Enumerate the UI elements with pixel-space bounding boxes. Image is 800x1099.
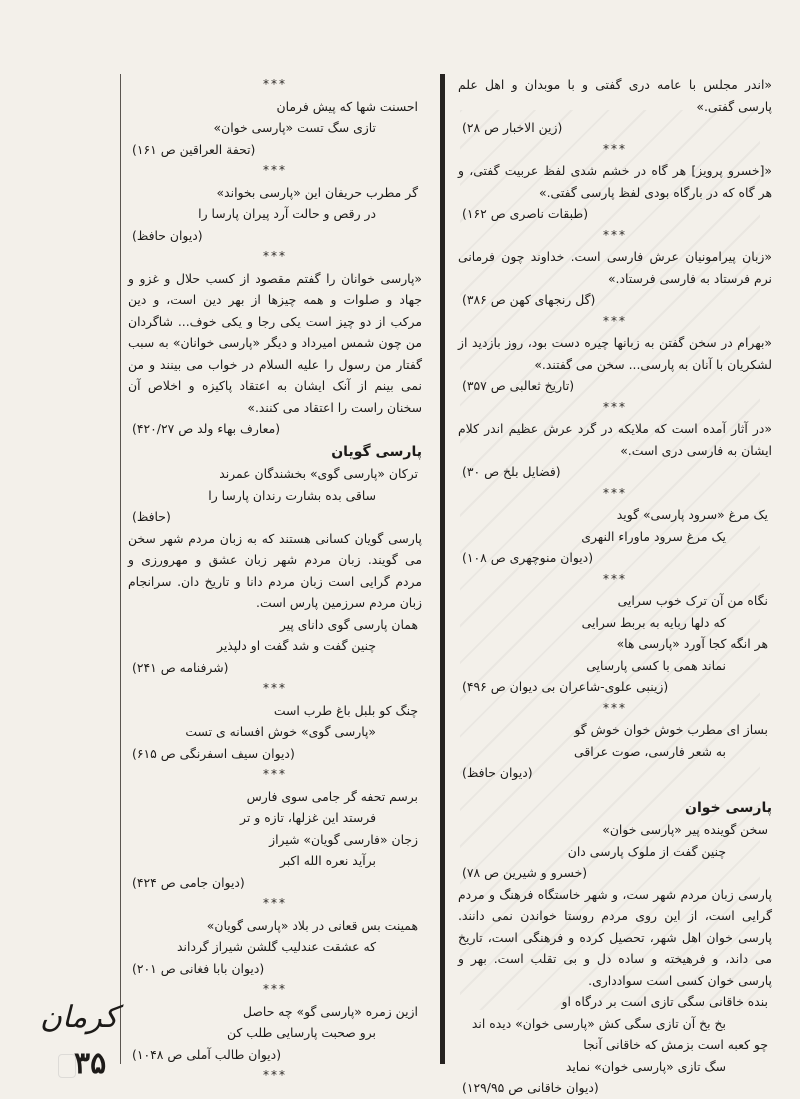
verse-second-hemistich: «پارسی گوی» خوش افسانه ی تست — [185, 724, 376, 739]
prose-paragraph: «پارسی خوانان را گفتم مقصود از کسب حلال و غزو و جهاد و صلوات و همه چیزها از بهر دین است، و دین مرکب از دو چیز است یکی رجا و یکی خوف... شاگردان من چون شمس امیرداد و دیگر «پارسی خوانان» به سبب گفتار من رسول را علیه السلام در خواب می بینند و من نمی بینم از آنک ایشان به اعتقاد پاکیزه و اخلاص آن سخنان راست را اعتقاد می کنند.» — [128, 270, 422, 415]
section-separator-stars: *** — [603, 227, 627, 242]
citation-source: (تاریخ ثعالبی ص ۳۵۷) — [462, 378, 575, 393]
citation-source: (خسرو و شیرین ص ۷۸) — [462, 865, 588, 880]
prose-paragraph: «بهرام در سخن گفتن به زبانها چیره دست بود، روز بازدید از لشکریان با آنان به پارسی... سخن می گفتند.» — [458, 335, 772, 372]
verse-first-hemistich: یک مرغ «سرود پارسی» گوید — [616, 507, 768, 522]
verse-second-hemistich: یک مرغ سرود ماوراء النهری — [581, 528, 726, 544]
verse-first-hemistich: بنده خاقانی سگی تازی است بر درگاه او — [561, 994, 768, 1009]
right-column — [458, 74, 772, 1099]
verse-second-hemistich: به شعر فارسی، صوت عراقی — [574, 743, 726, 759]
section-heading: پارسی خوان — [685, 799, 772, 816]
verse-first-hemistich: نگاه من آن ترک خوب سرایی — [617, 593, 768, 608]
section-separator-stars: *** — [603, 141, 627, 156]
verse-second-hemistich: چنین گفت و شد گفت او دلپذیر — [217, 638, 376, 653]
verse-second-hemistich: بخ بخ آن تازی سگی کش «پارسی خوان» دیده اند — [471, 1015, 726, 1031]
section-separator-stars: *** — [263, 249, 287, 263]
left-column — [128, 74, 422, 1087]
prose-paragraph: پارسی زبان مردم شهر ست، و شهر خاستگاه فرهنگ و مردم گرایی است، از این روی مردم روستا خواندن نمی دانند. پارسی خوان اهل شهر، تحصیل کرده و فرهنگی است، تاریخ می داند، و فرهیخته و ساده دل و بی تقلب است. بهر و پارسی خوان کسی است سوادداری. — [458, 886, 772, 988]
citation-source: (فضایل بلخ ص ۳۰) — [462, 464, 561, 479]
citation-source: (دیوان حافظ) — [132, 227, 203, 243]
section-separator-stars: *** — [263, 77, 287, 91]
citation-source: (دیوان حافظ) — [462, 765, 533, 780]
section-separator-stars: *** — [603, 571, 627, 586]
verse-first-hemistich: همان پارسی گوی دانای پیر — [279, 616, 418, 632]
section-separator-stars: *** — [603, 700, 627, 715]
verse-second-hemistich: تازی سگ تست «پارسی خوان» — [213, 120, 376, 135]
citation-source: (دیوان بابا فغانی ص ۲۰۱) — [132, 960, 265, 976]
citation-source: (معارف بهاء ولد ص ۴۲۰/۲۷) — [132, 421, 281, 436]
verse-second-hemistich: نماند همی با کسی پارسایی — [586, 657, 726, 673]
citation-source: (طبقات ناصری ص ۱۶۲) — [462, 206, 589, 221]
section-separator-stars: *** — [263, 163, 287, 177]
verse-first-hemistich: برسم تحفه گر جامی سوی فارس — [246, 788, 418, 804]
verse-first-hemistich: چنگ کو بلبل باغ طرب است — [273, 702, 418, 718]
section-separator-stars: *** — [603, 485, 627, 500]
section-separator-stars: *** — [263, 982, 287, 996]
verse-second-hemistich: سگ تازی «پارسی خوان» نماید — [565, 1058, 726, 1074]
prose-paragraph: «زبان پیرامونیان عرش فارسی است. خداوند چون فرمانی نرم فرستاد به فارسی فرستاد.» — [458, 249, 772, 286]
verse-first-hemistich: سخن گوینده پیر «پارسی خوان» — [602, 822, 768, 837]
citation-source: (دیوان منوچهری ص ۱۰۸) — [462, 550, 594, 565]
prose-paragraph: «اندر مجلس با عامه دری گفتی و با موبدان و اهل علم پارسی گفتی.» — [458, 77, 772, 114]
citation-source: (دیوان سیف اسفرنگی ص ۶۱۵) — [132, 745, 295, 761]
citation-source: (دیوان طالب آملی ص ۱۰۴۸) — [132, 1046, 282, 1062]
page-number: ۳۵ — [74, 1046, 107, 1081]
verse-second-hemistich: ساقی بده بشارت رندان پارسا را — [208, 487, 376, 503]
section-separator-stars: *** — [603, 399, 627, 414]
verse-second-hemistich: برآید نعره الله اکبر — [279, 853, 376, 868]
prose-paragraph: پارسی گویان کسانی هستند که به زبان مردم شهر سخن می گویند. زبان مردم شهر زبان عشق و مهرورزی و مردم گرایی است زبان مردم دانا و تاریخ دان. سرانجام زبان مردم سرزمین پارس است. — [128, 530, 422, 610]
prose-paragraph: «[خسرو پرویز] هر گاه در خشم شدی لفظ عربیت گفتی، و هر گاه که در بارگاه بودی لفظ پارسی گفتی.» — [458, 163, 772, 200]
verse-first-hemistich: بساز ای مطرب خوش خوان خوش گو — [574, 722, 768, 737]
verse-second-hemistich: که دلها ربایه به بربط سرایی — [581, 614, 726, 630]
citation-source: (حافظ) — [132, 509, 171, 524]
spacer — [458, 784, 772, 796]
verse-second-hemistich: فرستد این غزلها، تازه و تر — [240, 810, 376, 825]
verse-first-hemistich: همینت بس قعانی در بلاد «پارسی گویان» — [206, 917, 418, 933]
verse-first-hemistich: هر انگه کجا آورد «پارسی ها» — [616, 636, 768, 651]
verse-second-hemistich: که عشقت عندلیب گلشن شیراز گرداند — [177, 939, 376, 954]
citation-source: (زینبی علوی-شاعران بی دیوان ص ۴۹۶) — [462, 679, 669, 694]
citation-source: (دیوان خاقانی ص ۱۲۹/۹۵) — [462, 1080, 599, 1095]
section-heading: پارسی گویان — [331, 443, 422, 460]
citation-source: (دیوان جامی ص ۴۲۴) — [132, 874, 245, 890]
verse-second-hemistich: چنین گفت از ملوک پارسی دان — [567, 843, 726, 859]
verse-second-hemistich: در رقص و حالت آرد پیران پارسا را — [198, 206, 376, 221]
citation-source: (تحفة العراقین ص ۱۶۱) — [132, 141, 256, 157]
verse-first-hemistich: ازین زمره «پارسی گو» چه حاصل — [243, 1003, 418, 1019]
citation-source: (زین الاخبار ص ۲۸) — [462, 120, 563, 135]
prose-paragraph: «در آثار آمده است که ملایکه در گرد عرش عظیم اندر کلام ایشان به فارسی دری است.» — [458, 421, 772, 458]
verse-first-hemistich: ترکان «پارسی گوی» بخشندگان عمرند — [219, 466, 418, 481]
magazine-logo: کرمان — [40, 1000, 119, 1035]
section-separator-stars: *** — [263, 767, 287, 781]
verse-first-hemistich: احسنت شها که پیش فرمان — [276, 98, 418, 114]
citation-source: (گل رنجهای کهن ص ۳۸۶) — [462, 292, 596, 307]
verse-first-hemistich: چو کعبه است بزمش که خاقانی آنجا — [583, 1037, 768, 1052]
left-margin-rule — [120, 74, 121, 1064]
section-separator-stars: *** — [263, 1068, 287, 1082]
citation-source: (شرفنامه ص ۲۴۱) — [132, 659, 229, 675]
section-separator-stars: *** — [603, 313, 627, 328]
section-separator-stars: *** — [263, 896, 287, 910]
section-separator-stars: *** — [263, 681, 287, 695]
verse-second-hemistich: برو صحبت پارسایی طلب کن — [226, 1025, 376, 1040]
verse-first-hemistich: گر مطرب حریفان این «پارسی بخواند» — [216, 184, 418, 200]
verse-first-hemistich: زجان «فارسی گویان» شیراز — [269, 831, 418, 847]
column-divider — [440, 74, 445, 1064]
